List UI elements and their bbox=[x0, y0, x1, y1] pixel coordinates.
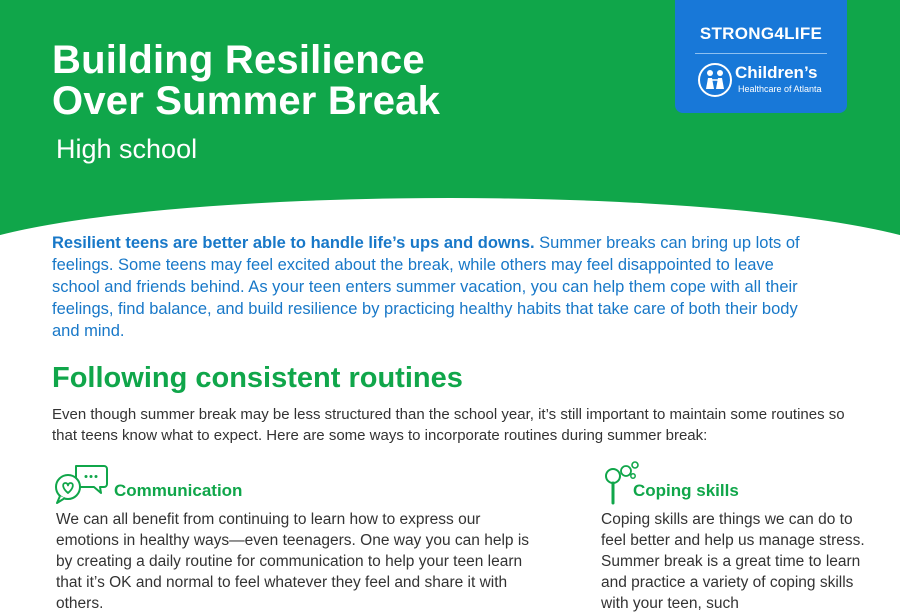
page-title bbox=[52, 40, 440, 122]
section-heading: Following consistent routines bbox=[52, 362, 463, 394]
org-subtitle: Healthcare of Atlanta bbox=[738, 84, 822, 94]
intro-text: Summer breaks can bring up lots of feelings. Some teens may feel excited about the break, while others may feel disappointed to leave school and friends behind. As your teen enters summer vacation, you can help them cope with all their feelings, find balance, and build resilience by practicing healthy habits that take care of both their body and mind. bbox=[52, 234, 800, 340]
kids-icon bbox=[697, 62, 733, 98]
coping-body: Coping skills are things we can do to feel better and help us manage stress. Summer break is a great time to learn and practice a variety of coping skills with your teen, such bbox=[601, 511, 865, 612]
page-title-line-1: Building Resilience bbox=[52, 38, 425, 82]
coping-heading: Coping skills bbox=[633, 481, 739, 500]
logo-block[interactable] bbox=[675, 0, 847, 113]
chat-bubbles-icon bbox=[54, 464, 108, 504]
section-lead: Even though summer break may be less structured than the school year, it’s still important to maintain some routines so that teens know what to expect. Here are some ways to incorporate routines during summer break: bbox=[52, 406, 845, 444]
intro-paragraph bbox=[52, 232, 822, 342]
communication-body: We can all benefit from continuing to learn how to express our emotions in healthy ways—even teenagers. One way you can help is by creating a daily routine for communication to help your teen learn that it’s OK and normal to feel whatever they feel and share it with others. bbox=[56, 511, 530, 612]
strong4life-logo: STRONG4LIFE bbox=[699, 24, 823, 43]
communication-heading: Communication bbox=[114, 481, 243, 500]
page-subtitle: High school bbox=[56, 134, 198, 164]
page-title-line-2: Over Summer Break bbox=[52, 79, 441, 123]
org-name: Children’s bbox=[735, 63, 818, 82]
intro-lead: Resilient teens are better able to handle life’s ups and downs. bbox=[52, 234, 535, 252]
logo-divider bbox=[695, 53, 827, 54]
